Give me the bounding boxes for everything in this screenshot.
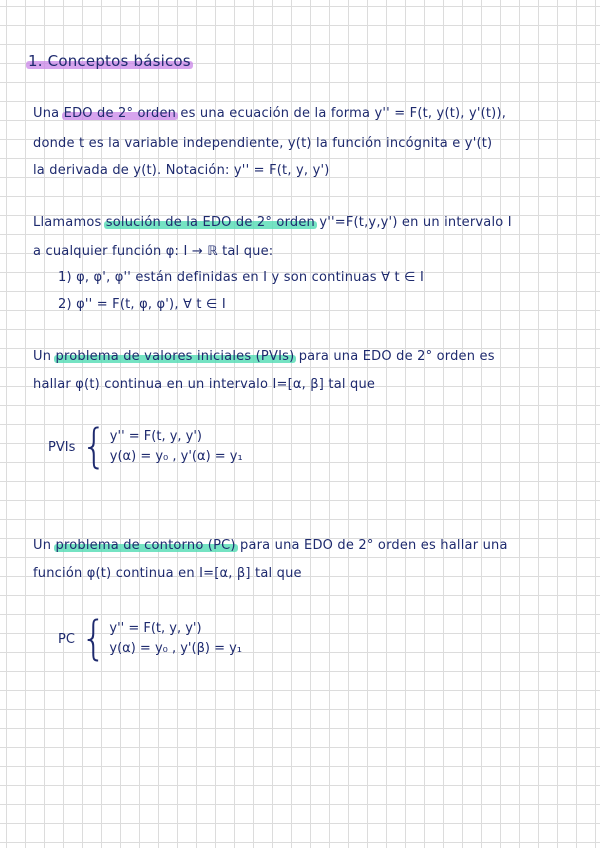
edo-definition-line-1 — [33, 106, 506, 121]
pc-equations — [109, 619, 242, 659]
text-fragment: Un — [33, 349, 56, 364]
pvi-equation-1: y'' = F(t, y, y') — [109, 429, 203, 444]
text-fragment: Llamamos — [33, 215, 106, 230]
solution-condition-1: 1) φ, φ', φ'' están definidas en I y son continuas ∀ t ∈ I — [58, 270, 425, 285]
text-fragment: es una ecuación de la forma y'' = F(t, y(t), y'(t)), — [176, 106, 507, 121]
section-title-text: 1. Conceptos básicos — [28, 52, 191, 70]
edo-definition-line-3: la derivada de y(t). Notación: y'' = F(t, y, y') — [33, 163, 330, 178]
pc-equation-1: y'' = F(t, y, y') — [109, 621, 202, 636]
section-title — [28, 52, 191, 70]
edo-definition-line-2: donde t es la variable independiente, y(t) la función incógnita e y'(t) — [33, 136, 493, 151]
highlight-edo-term: EDO de 2° orden — [63, 106, 177, 121]
highlight-solution-term: solución de la EDO de 2° orden — [105, 215, 315, 230]
brace-icon: { — [81, 420, 107, 474]
pvi-label: PVIs — [48, 439, 76, 455]
pc-system — [58, 612, 243, 666]
text-fragment: y''=F(t,y,y') en un intervalo I — [314, 215, 512, 230]
brace-icon: { — [80, 612, 107, 666]
pvi-definition-line-1 — [33, 349, 495, 364]
solution-condition-2: 2) φ'' = F(t, φ, φ'), ∀ t ∈ I — [58, 297, 226, 312]
highlight-pc-term: problema de contorno (PC) — [55, 538, 236, 553]
solution-definition-line-2: a cualquier función φ: I → ℝ tal que: — [33, 244, 274, 259]
pc-label: PC — [58, 631, 75, 647]
text-fragment: Una — [33, 106, 64, 121]
pc-equation-2: y(α) = y₀ , y'(β) = y₁ — [109, 641, 243, 656]
text-fragment: para una EDO de 2° orden es hallar una — [235, 538, 508, 553]
pvi-equations — [110, 427, 243, 467]
text-fragment: para una EDO de 2° orden es — [294, 349, 495, 364]
pvi-system — [48, 420, 243, 474]
text-fragment: Un — [33, 538, 56, 553]
solution-definition-line-1 — [33, 215, 512, 230]
pc-definition-line-1 — [33, 538, 508, 553]
pvi-definition-line-2: hallar φ(t) continua en un intervalo I=[α, β] tal que — [33, 377, 376, 392]
pc-definition-line-2: función φ(t) continua en I=[α, β] tal que — [33, 566, 302, 581]
highlight-pvi-term: problema de valores iniciales (PVIs) — [55, 349, 295, 364]
pvi-equation-2: y(α) = y₀ , y'(α) = y₁ — [109, 449, 243, 464]
